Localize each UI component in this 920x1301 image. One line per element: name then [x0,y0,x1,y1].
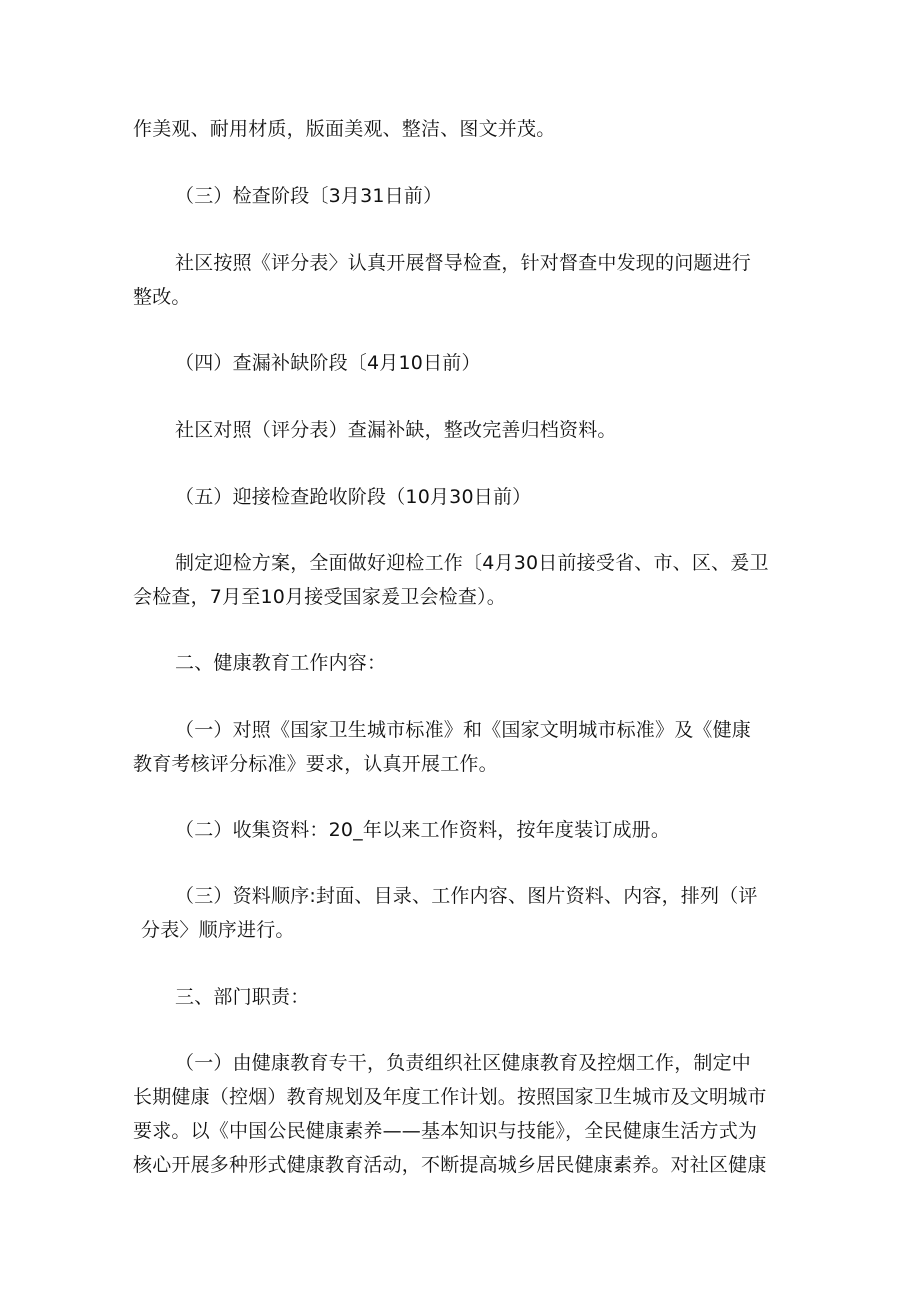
text-line: 要求。以《中国公民健康素养——基本知识与技能》，全民健康生活方式为 [133,1120,758,1142]
text-line: 制定迎检方案，全面做好迎检工作〔4月30日前接受省、市、区、爰卫 [175,552,769,574]
text-line: （一）对照《国家卫生城市标准》和《国家文明城市标准》及《健康 [175,719,752,741]
text-line: 会检查，7月至10月接受国家爰卫会检查）。 [133,586,506,608]
text-line: 社区按照《评分表〉认真开展督导检查，针对督查中发现的问题进行 [175,252,752,274]
section-heading: 二、健康教育工作内容： [175,652,387,674]
text-line: 社区对照（评分表）查漏补缺，整改完善归档资料。 [175,419,617,441]
text-line: 核心开展多种形式健康教育活动，不断提高城乡居民健康素养。对社区健康 [133,1154,767,1176]
text-line: 分表〉顺序进行。 [141,919,295,941]
section-heading: 三、部门职责： [175,986,310,1008]
text-line: 整改。 [133,286,191,308]
text-line: 长期健康（控烟）教育规划及年度工作计划。按照国家卫生城市及文明城市 [133,1086,767,1108]
section-heading: （三）检查阶段〔3月31日前） [175,185,443,207]
text-line: （一）由健康教育专干，负责组织社区健康教育及控烟工作，制定中 [175,1052,752,1074]
text-line: 作美观、耐用材质，版面美观、整洁、图文并茂。 [133,118,556,140]
text-line: （二）收集资料：20_年以来工作资料，按年度装订成册。 [175,819,671,841]
text-line: 教育考核评分标准》要求，认真开展工作。 [133,753,498,775]
text-line: （三）资料顺序:封面、目录、工作内容、图片资料、内容，排列（评 [175,885,758,907]
section-heading: （四）查漏补缺阶段〔4月10日前） [175,352,481,374]
section-heading: （五）迎接检查跄收阶段（10月30日前） [175,486,532,508]
